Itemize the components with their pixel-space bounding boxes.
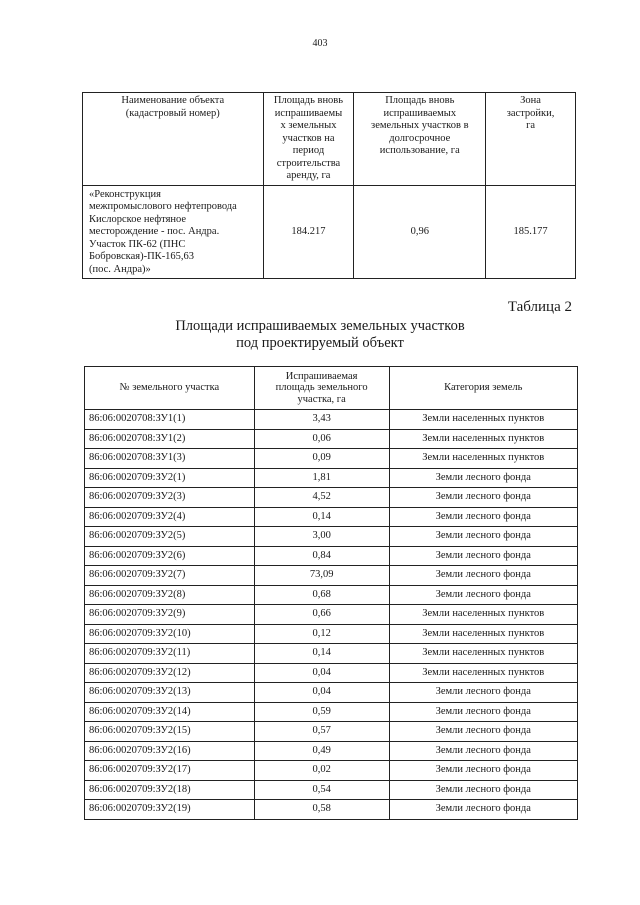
land-category-cell: Земли лесного фонда [389,546,577,566]
land-category-cell: Земли лесного фонда [389,468,577,488]
land-category-cell: Земли населенных пунктов [389,663,577,683]
plot-number-cell: 86:06:0020709:ЗУ2(8) [85,585,255,605]
table-header-row [85,367,578,410]
table-row [85,702,578,722]
page-number: 403 [312,38,328,49]
table-row [85,780,578,800]
plot-number-cell: 86:06:0020709:ЗУ2(5) [85,527,255,547]
land-category-cell: Земли лесного фонда [389,566,577,586]
plot-area-cell: 0,04 [254,683,389,703]
construction-area-cell: 184.217 [263,185,354,279]
table-row [85,624,578,644]
land-category-cell: Земли лесного фонда [389,761,577,781]
plot-area-cell: 0,12 [254,624,389,644]
land-category-cell: Земли лесного фонда [389,722,577,742]
table-row [85,449,578,469]
plot-number-cell: 86:06:0020709:ЗУ2(12) [85,663,255,683]
long-term-area-cell: 0,96 [354,185,486,279]
header-object-name: Наименование объекта (кадастровый номер) [83,93,264,186]
table-row [85,410,578,430]
plot-area-cell: 3,00 [254,527,389,547]
land-category-cell: Земли лесного фонда [389,800,577,820]
plot-area-cell: 4,52 [254,488,389,508]
plot-number-cell: 86:06:0020709:ЗУ2(10) [85,624,255,644]
table-title: Площади испрашиваемых земельных участков под проектируемый объект [175,318,465,351]
table-row [85,741,578,761]
land-category-cell: Земли лесного фонда [389,780,577,800]
land-category-cell: Земли лесного фонда [389,585,577,605]
land-category-cell: Земли лесного фонда [389,741,577,761]
plot-number-cell: 86:06:0020709:ЗУ2(4) [85,507,255,527]
table-label: Таблица 2 [507,299,572,315]
table-row [85,429,578,449]
header-land-category: Категория земель [389,367,577,410]
table-header-row [83,93,576,186]
plot-area-cell: 3,43 [254,410,389,430]
table-row [85,566,578,586]
plot-number-cell: 86:06:0020709:ЗУ2(13) [85,683,255,703]
plot-area-cell: 0,66 [254,605,389,625]
table-row [85,585,578,605]
header-build-zone: Зона застройки, га [486,93,576,186]
plot-number-cell: 86:06:0020709:ЗУ2(15) [85,722,255,742]
land-category-cell: Земли лесного фонда [389,507,577,527]
plot-number-cell: 86:06:0020709:ЗУ2(11) [85,644,255,664]
plot-area-cell: 1,81 [254,468,389,488]
plot-area-cell: 0,14 [254,644,389,664]
plot-number-cell: 86:06:0020709:ЗУ2(14) [85,702,255,722]
land-category-cell: Земли лесного фонда [389,702,577,722]
plot-number-cell: 86:06:0020709:ЗУ2(18) [85,780,255,800]
table-row [85,644,578,664]
object-area-table [82,92,576,279]
table-row [83,185,576,279]
table-row [85,527,578,547]
plot-number-cell: 86:06:0020708:ЗУ1(1) [85,410,255,430]
table-row [85,507,578,527]
table-row [85,546,578,566]
plot-area-cell: 0,59 [254,702,389,722]
header-plot-area: Испрашиваемая площадь земельного участка, га [254,367,389,410]
land-category-cell: Земли населенных пунктов [389,605,577,625]
plot-area-cell: 0,06 [254,429,389,449]
plot-area-cell: 0,14 [254,507,389,527]
plot-area-cell: 0,54 [254,780,389,800]
table-row [85,663,578,683]
plot-area-cell: 0,58 [254,800,389,820]
land-category-cell: Земли лесного фонда [389,683,577,703]
plot-number-cell: 86:06:0020709:ЗУ2(3) [85,488,255,508]
land-plots-table [84,366,578,820]
plot-area-cell: 0,09 [254,449,389,469]
plot-number-cell: 86:06:0020709:ЗУ2(16) [85,741,255,761]
plot-area-cell: 73,09 [254,566,389,586]
plot-number-cell: 86:06:0020709:ЗУ2(6) [85,546,255,566]
table-row [85,488,578,508]
land-category-cell: Земли населенных пунктов [389,624,577,644]
header-plot-number: № земельного участка [85,367,255,410]
plot-area-cell: 0,68 [254,585,389,605]
build-zone-cell: 185.177 [486,185,576,279]
table-row [85,468,578,488]
table-row [85,722,578,742]
land-category-cell: Земли лесного фонда [389,527,577,547]
header-construction-area: Площадь вновь испрашиваемы х земельных участков на период строительства аренду, га [263,93,354,186]
table-row [85,800,578,820]
plot-area-cell: 0,02 [254,761,389,781]
plot-area-cell: 0,49 [254,741,389,761]
table-row [85,761,578,781]
plot-area-cell: 0,04 [254,663,389,683]
header-long-term-area: Площадь вновь испрашиваемых земельных участков в долгосрочное использование, га [354,93,486,186]
plot-area-cell: 0,57 [254,722,389,742]
plot-area-cell: 0,84 [254,546,389,566]
table-row [85,605,578,625]
plot-number-cell: 86:06:0020708:ЗУ1(2) [85,429,255,449]
land-category-cell: Земли населенных пунктов [389,429,577,449]
plot-number-cell: 86:06:0020709:ЗУ2(1) [85,468,255,488]
plot-number-cell: 86:06:0020709:ЗУ2(7) [85,566,255,586]
land-category-cell: Земли населенных пунктов [389,449,577,469]
plot-number-cell: 86:06:0020709:ЗУ2(9) [85,605,255,625]
land-category-cell: Земли населенных пунктов [389,644,577,664]
plot-number-cell: 86:06:0020709:ЗУ2(19) [85,800,255,820]
plot-number-cell: 86:06:0020708:ЗУ1(3) [85,449,255,469]
plot-number-cell: 86:06:0020709:ЗУ2(17) [85,761,255,781]
land-category-cell: Земли лесного фонда [389,488,577,508]
table-row [85,683,578,703]
land-category-cell: Земли населенных пунктов [389,410,577,430]
object-name-cell: «Реконструкция межпромыслового нефтепровода Кислорское нефтяное месторождение - пос. Андра. Участок ПК-62 (ПНС Бобровская)-ПК-165,63 (пос. Андра)» [83,185,264,279]
